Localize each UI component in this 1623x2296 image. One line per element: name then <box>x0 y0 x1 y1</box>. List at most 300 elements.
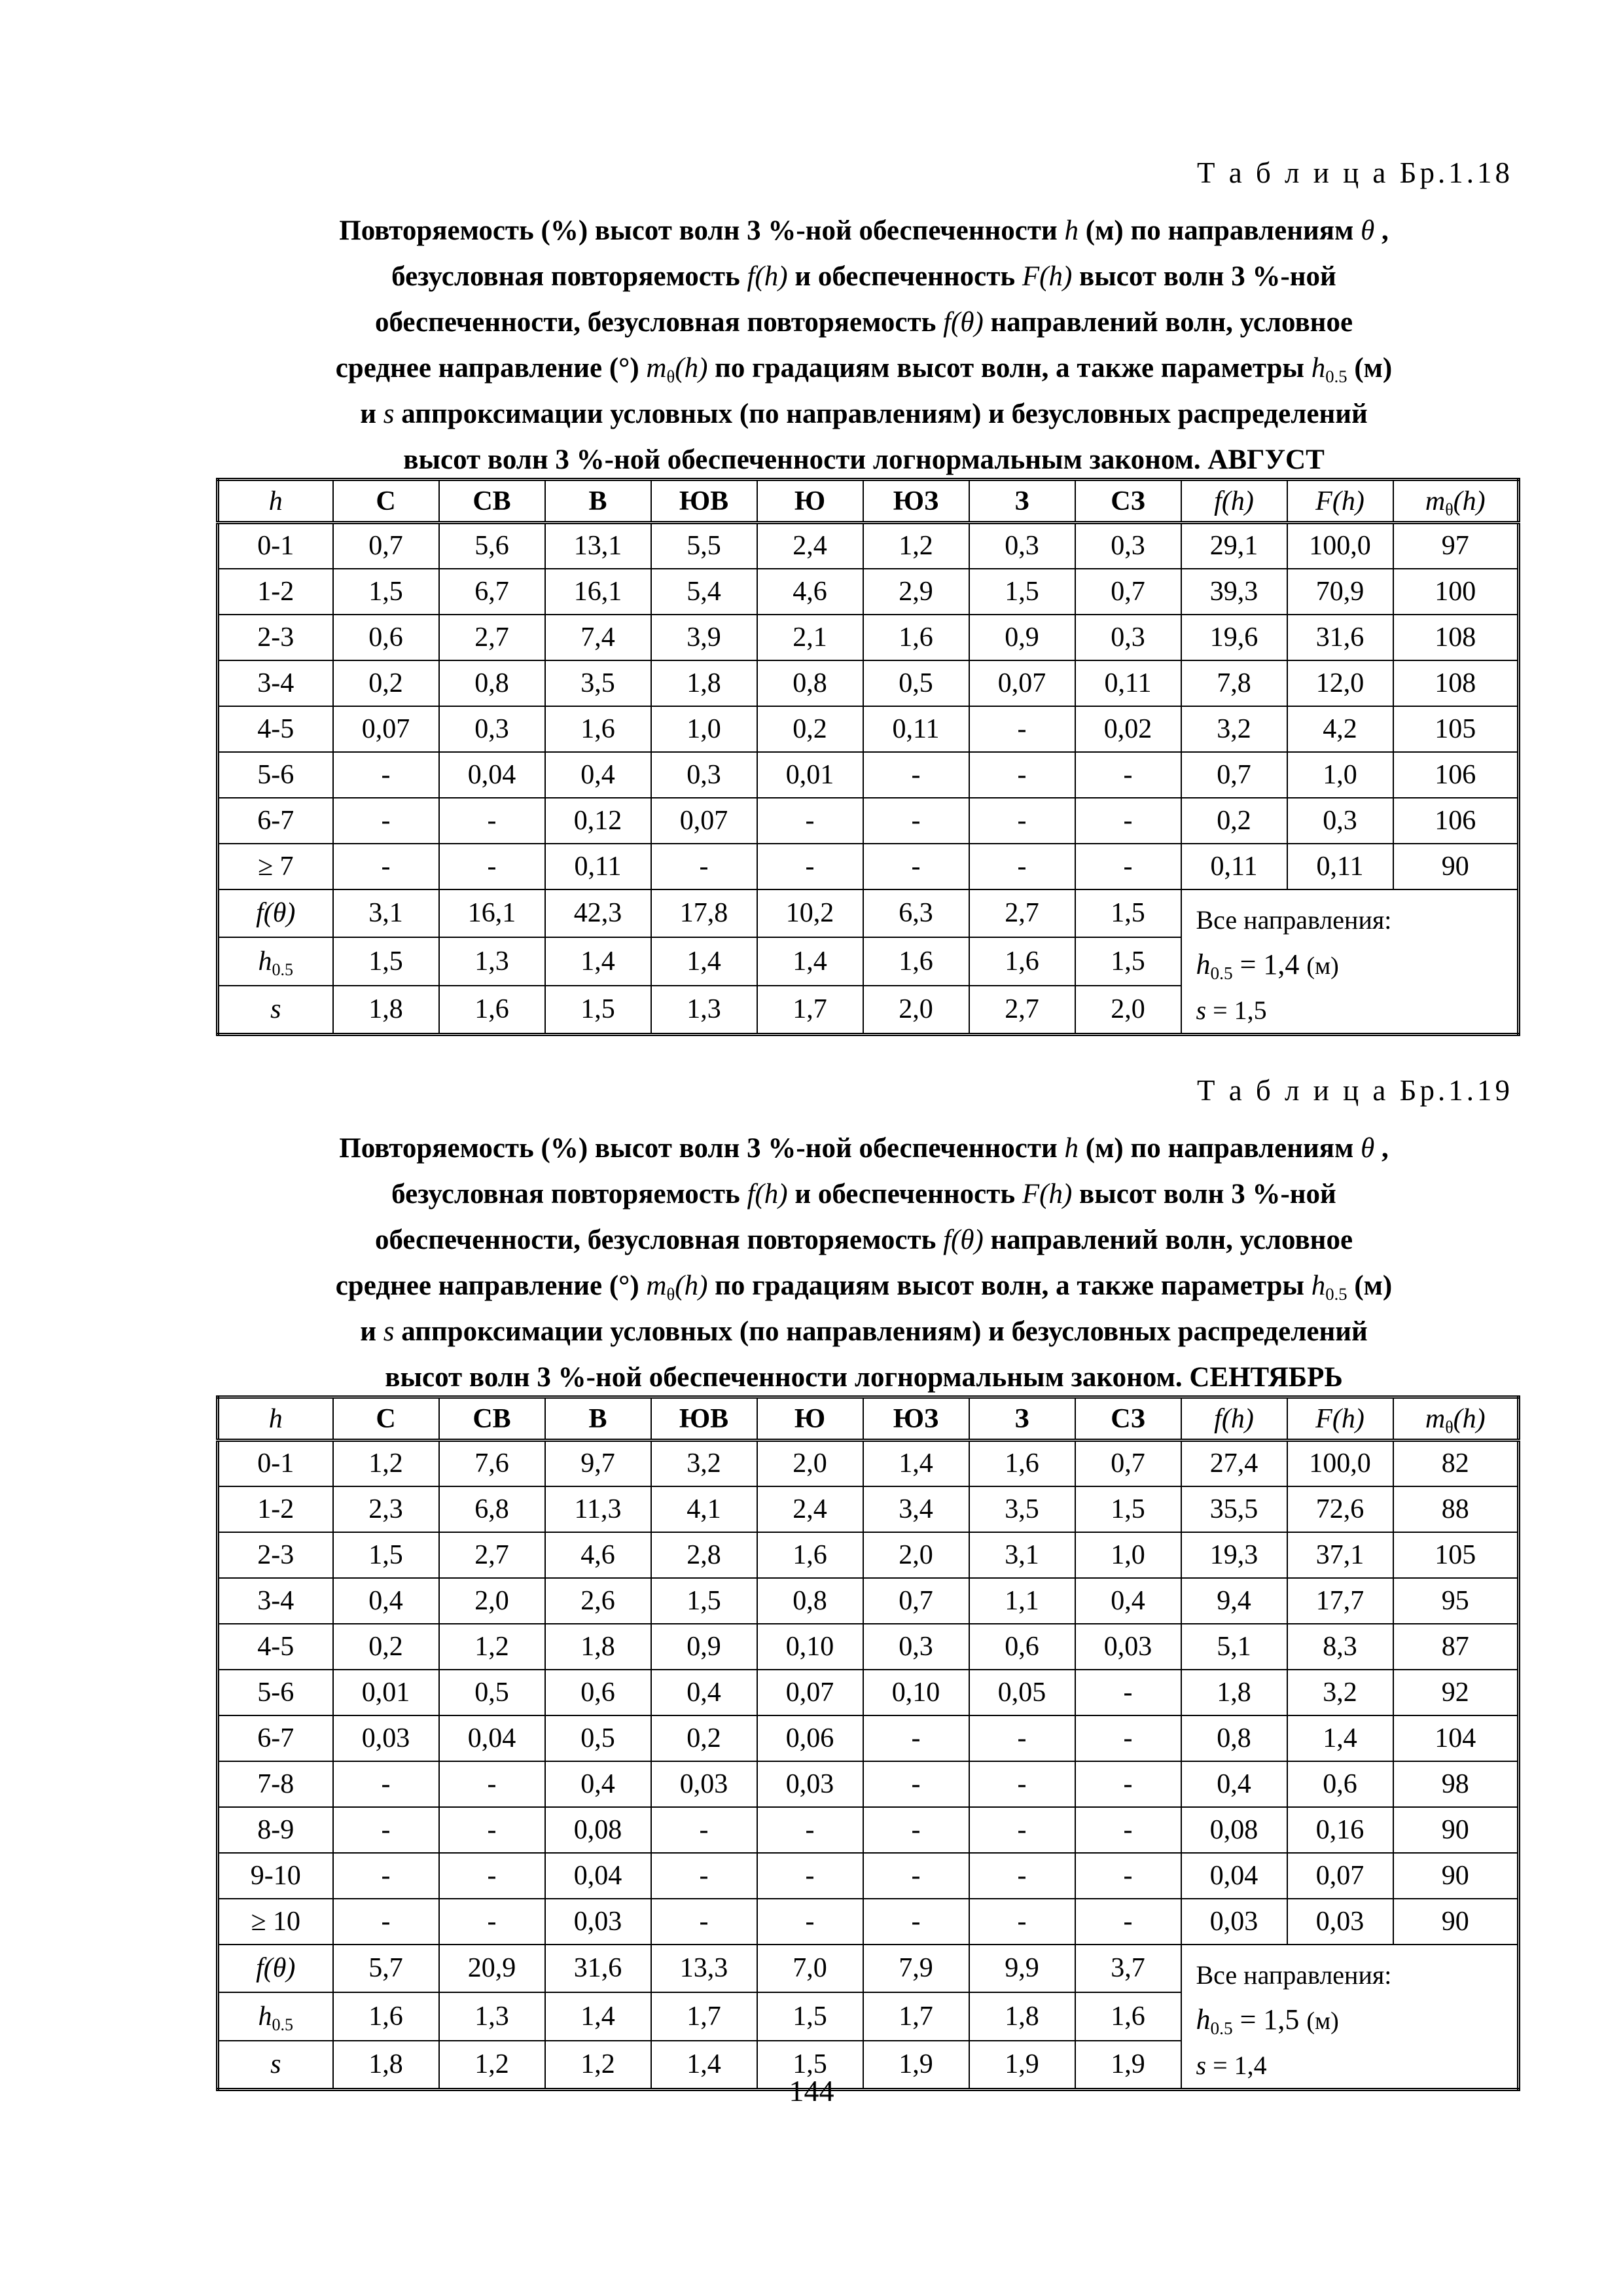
table-cell: 1,6 <box>439 986 545 1034</box>
table-cell: 0,11 <box>545 844 651 889</box>
table-cell: 11,3 <box>545 1486 651 1532</box>
table-cell: 2,7 <box>439 1532 545 1578</box>
all-directions-s: s = 1,4 <box>1196 2050 1267 2080</box>
table-cell: 92 <box>1393 1670 1519 1715</box>
table-cell: 0,7 <box>1075 569 1181 615</box>
table-cell: - <box>333 844 439 889</box>
column-header: СВ <box>439 480 545 523</box>
table-cell: - <box>651 1807 757 1853</box>
table-cell: - <box>439 1899 545 1945</box>
table-cell: 1,6 <box>545 706 651 752</box>
table-cell: 16,1 <box>439 889 545 938</box>
table-cell: ≥ 10 <box>218 1899 333 1945</box>
table-row <box>218 660 1519 706</box>
table-cell: 1,0 <box>1075 1532 1181 1578</box>
table-cell: 1,2 <box>439 2041 545 2089</box>
table-cell: 82 <box>1393 1441 1519 1486</box>
table-cell: 1,5 <box>1075 889 1181 938</box>
table-cell: 1,6 <box>333 1992 439 2041</box>
table-cell: 7-8 <box>218 1761 333 1807</box>
table-cell: 90 <box>1393 1853 1519 1899</box>
table-cell: 31,6 <box>545 1945 651 1993</box>
table-cell: 6,7 <box>439 569 545 615</box>
column-header: С <box>333 480 439 523</box>
table-cell: 0,7 <box>1181 752 1287 798</box>
table-row <box>218 706 1519 752</box>
table-cell: 1,4 <box>651 937 757 986</box>
table-cell: 0,5 <box>545 1715 651 1761</box>
column-header: Ю <box>757 480 863 523</box>
table-cell: - <box>969 844 1075 889</box>
column-header: F(h) <box>1287 480 1393 523</box>
table-cell: 0,6 <box>545 1670 651 1715</box>
all-directions-h05: $h_{0.5} = 1,5$ (м) <box>1196 2003 1339 2038</box>
table-cell: 97 <box>1393 523 1519 569</box>
table-cell: - <box>333 798 439 844</box>
table-cell: 105 <box>1393 1532 1519 1578</box>
table-cell: 27,4 <box>1181 1441 1287 1486</box>
table-cell: 0,03 <box>1287 1899 1393 1945</box>
table-cell: 70,9 <box>1287 569 1393 615</box>
row-label: f(θ) <box>218 889 333 938</box>
table-cell: 7,6 <box>439 1441 545 1486</box>
column-header: f(h) <box>1181 480 1287 523</box>
header-row <box>218 1397 1519 1441</box>
page-number: 144 <box>789 2074 834 2108</box>
table-row <box>218 569 1519 615</box>
table-cell: 0,6 <box>969 1624 1075 1670</box>
table-cell: 1,4 <box>757 937 863 986</box>
table-cell: - <box>863 752 969 798</box>
table-cell: 3,5 <box>969 1486 1075 1532</box>
table-cell: 108 <box>1393 615 1519 660</box>
table-title <box>223 208 1505 483</box>
title-line-4: среднее направление (°) $m_\theta(h)$ по градациям высот волн, а также параметры $h_{0.5}$ (м) <box>335 353 1393 386</box>
table-cell: 2,4 <box>757 1486 863 1532</box>
all-directions-label: Все направления: <box>1196 1960 1392 1990</box>
table-cell: - <box>333 1807 439 1853</box>
table-cell: 4,6 <box>545 1532 651 1578</box>
table-cell: 1,4 <box>651 2041 757 2089</box>
table-cell: - <box>439 1807 545 1853</box>
table-cell: 0,08 <box>1181 1807 1287 1853</box>
table-cell: 1,6 <box>969 937 1075 986</box>
table-cell: 0,6 <box>333 615 439 660</box>
table-cell: 1,5 <box>757 2041 863 2089</box>
table-cell: 7,4 <box>545 615 651 660</box>
table-cell: 106 <box>1393 798 1519 844</box>
table-cell: 2,8 <box>651 1532 757 1578</box>
table-cell: 0,3 <box>863 1624 969 1670</box>
table-cell: 2,7 <box>439 615 545 660</box>
table-cell: 1,4 <box>545 937 651 986</box>
table-cell: 37,1 <box>1287 1532 1393 1578</box>
table-cell: 2,0 <box>1075 986 1181 1034</box>
table-cell: 0-1 <box>218 1441 333 1486</box>
table-cell: 1,6 <box>863 615 969 660</box>
table-cell: 0,2 <box>333 660 439 706</box>
table-cell: - <box>439 1761 545 1807</box>
table-cell: 100,0 <box>1287 1441 1393 1486</box>
table-cell: 5,6 <box>439 523 545 569</box>
table-cell: 2,7 <box>969 889 1075 938</box>
table-cell: - <box>863 1761 969 1807</box>
table-cell: 0,9 <box>651 1624 757 1670</box>
table-cell: - <box>1075 1899 1181 1945</box>
table-cell: 6,3 <box>863 889 969 938</box>
column-header: З <box>969 480 1075 523</box>
data-table <box>216 1395 1520 2091</box>
title-line-5: и s аппроксимации условных (по направлениям) и безусловных распределений <box>360 399 1368 429</box>
table-cell: 7,8 <box>1181 660 1287 706</box>
table-cell: 0,04 <box>439 1715 545 1761</box>
table-cell: 5-6 <box>218 1670 333 1715</box>
table-row <box>218 1670 1519 1715</box>
table-cell: - <box>757 798 863 844</box>
table-cell: 1,8 <box>651 660 757 706</box>
table-title <box>223 1126 1505 1401</box>
column-header: ЮВ <box>651 480 757 523</box>
table-cell: 0,03 <box>333 1715 439 1761</box>
column-header: С <box>333 1397 439 1441</box>
table-cell: ≥ 7 <box>218 844 333 889</box>
table-row <box>218 1899 1519 1945</box>
table-cell: - <box>439 798 545 844</box>
table-cell: - <box>1075 1807 1181 1853</box>
table-cell: 2-3 <box>218 615 333 660</box>
table-cell: 16,1 <box>545 569 651 615</box>
table-cell: 95 <box>1393 1578 1519 1624</box>
table-cell: - <box>969 706 1075 752</box>
table-cell: 72,6 <box>1287 1486 1393 1532</box>
table-cell: 4-5 <box>218 706 333 752</box>
column-header: $m_\theta(h)$ <box>1393 480 1519 523</box>
table-cell: 42,3 <box>545 889 651 938</box>
column-header: В <box>545 480 651 523</box>
table-row <box>218 1853 1519 1899</box>
table-cell: 0,16 <box>1287 1807 1393 1853</box>
table-cell: 2,0 <box>757 1441 863 1486</box>
table-cell: 0,11 <box>1287 844 1393 889</box>
table-cell: 0,03 <box>1181 1899 1287 1945</box>
table-cell: 3,2 <box>1287 1670 1393 1715</box>
table-cell: 0,2 <box>651 1715 757 1761</box>
table-cell: 2,0 <box>863 1532 969 1578</box>
table-cell: 0,4 <box>1181 1761 1287 1807</box>
table-cell: 3,4 <box>863 1486 969 1532</box>
table-row <box>218 1441 1519 1486</box>
table-cell: 0,05 <box>969 1670 1075 1715</box>
table-cell: 3,7 <box>1075 1945 1181 1993</box>
table-cell: 1,4 <box>545 1992 651 2041</box>
table-cell: 5,7 <box>333 1945 439 1993</box>
table-cell: - <box>1075 1761 1181 1807</box>
table-cell: - <box>969 798 1075 844</box>
table-cell: 1,5 <box>969 569 1075 615</box>
table-cell: - <box>969 1807 1075 1853</box>
table-cell: 3,5 <box>545 660 651 706</box>
table-cell: 0,03 <box>651 1761 757 1807</box>
column-header: h <box>218 480 333 523</box>
table-row <box>218 1807 1519 1853</box>
row-label: $h_{0.5}$ <box>218 937 333 986</box>
table-cell: 0,4 <box>545 752 651 798</box>
table-cell: 88 <box>1393 1486 1519 1532</box>
table-cell: 0,11 <box>1181 844 1287 889</box>
table-cell: 0,03 <box>757 1761 863 1807</box>
table-cell: 0,3 <box>1287 798 1393 844</box>
table-cell: 19,6 <box>1181 615 1287 660</box>
table-row <box>218 1761 1519 1807</box>
table-cell: 0,3 <box>1075 615 1181 660</box>
table-cell: 3,9 <box>651 615 757 660</box>
table-cell: 2,3 <box>333 1486 439 1532</box>
table-cell: 0,10 <box>863 1670 969 1715</box>
table-cell: 90 <box>1393 1899 1519 1945</box>
table-cell: 1,7 <box>863 1992 969 2041</box>
table-row <box>218 752 1519 798</box>
table-cell: 1,6 <box>1075 1992 1181 2041</box>
table-cell: 0,8 <box>757 660 863 706</box>
table-cell: 0,08 <box>545 1807 651 1853</box>
column-header: В <box>545 1397 651 1441</box>
column-header: СЗ <box>1075 1397 1181 1441</box>
table-cell: 0,03 <box>545 1899 651 1945</box>
all-directions-h05: $h_{0.5} = 1,4$ (м) <box>1196 948 1339 983</box>
table-cell: 0,7 <box>1075 1441 1181 1486</box>
title-line-4: среднее направление (°) $m_\theta(h)$ по градациям высот волн, а также параметры $h_{0.5}$ (м) <box>335 1270 1393 1304</box>
table-cell: 1,4 <box>1287 1715 1393 1761</box>
table-cell: 1,6 <box>757 1532 863 1578</box>
table-cell: 1,5 <box>333 937 439 986</box>
table-cell: 0,04 <box>545 1853 651 1899</box>
table-cell: 0,5 <box>439 1670 545 1715</box>
table-cell: 9,7 <box>545 1441 651 1486</box>
title-line-6: высот волн 3 %-ной обеспеченности логнормальным законом. АВГУСТ <box>403 444 1325 475</box>
table-cell: 1,4 <box>863 1441 969 1486</box>
table-cell: 0,4 <box>1075 1578 1181 1624</box>
table-cell: - <box>863 1807 969 1853</box>
table-cell: - <box>1075 752 1181 798</box>
table-cell: 13,3 <box>651 1945 757 1993</box>
column-header: h <box>218 1397 333 1441</box>
table-row <box>218 798 1519 844</box>
table-cell: 1,3 <box>651 986 757 1034</box>
table-cell: 0,07 <box>651 798 757 844</box>
table-cell: - <box>969 1715 1075 1761</box>
table-cell: 2,1 <box>757 615 863 660</box>
data-table <box>216 478 1520 1036</box>
table-cell: - <box>1075 844 1181 889</box>
table-cell: 5,5 <box>651 523 757 569</box>
table-cell: 20,9 <box>439 1945 545 1993</box>
table-cell: 1,5 <box>757 1992 863 2041</box>
title-line-3: обеспеченности, безусловная повторяемость f(θ) направлений волн, условное <box>374 307 1353 338</box>
table-cell: 3,2 <box>651 1441 757 1486</box>
table-cell: 0,11 <box>863 706 969 752</box>
table-cell: 2,9 <box>863 569 969 615</box>
table-cell: 1,6 <box>863 937 969 986</box>
table-cell: - <box>863 798 969 844</box>
table-cell: 2,4 <box>757 523 863 569</box>
table-cell: 1,9 <box>969 2041 1075 2089</box>
table-cell: 0,8 <box>439 660 545 706</box>
table-cell: 105 <box>1393 706 1519 752</box>
table-cell: - <box>439 844 545 889</box>
table-label: Т а б л и ц а Бр.1.19 <box>1196 1074 1513 1107</box>
table-cell: 0,4 <box>651 1670 757 1715</box>
table-cell: 1,8 <box>1181 1670 1287 1715</box>
all-directions-summary <box>1181 889 1519 1035</box>
table-cell: 12,0 <box>1287 660 1393 706</box>
table-cell: 0,3 <box>439 706 545 752</box>
table-cell: 13,1 <box>545 523 651 569</box>
table-cell: 1,5 <box>545 986 651 1034</box>
table-cell: 3-4 <box>218 660 333 706</box>
table-cell: - <box>333 1853 439 1899</box>
table-cell: 0,10 <box>757 1624 863 1670</box>
table-cell: 6,8 <box>439 1486 545 1532</box>
table-label: Т а б л и ц а Бр.1.18 <box>1196 156 1513 189</box>
table-cell: 1,9 <box>1075 2041 1181 2089</box>
table-cell: - <box>333 752 439 798</box>
table-cell: - <box>1075 798 1181 844</box>
row-label: f(θ) <box>218 1945 333 1993</box>
table-cell: 39,3 <box>1181 569 1287 615</box>
column-header: З <box>969 1397 1075 1441</box>
table-cell: 3-4 <box>218 1578 333 1624</box>
table-cell: - <box>757 1853 863 1899</box>
table-cell: 17,8 <box>651 889 757 938</box>
table-cell: 90 <box>1393 1807 1519 1853</box>
row-label: s <box>218 2041 333 2089</box>
table-cell: 3,1 <box>969 1532 1075 1578</box>
all-directions-label: Все направления: <box>1196 905 1392 935</box>
table-cell: 0,6 <box>1287 1761 1393 1807</box>
table-cell: 0,12 <box>545 798 651 844</box>
table-cell: 0,07 <box>969 660 1075 706</box>
table-cell: 106 <box>1393 752 1519 798</box>
table-cell: 87 <box>1393 1624 1519 1670</box>
table-cell: 1,3 <box>439 1992 545 2041</box>
table-cell: 0,5 <box>863 660 969 706</box>
table-cell: 90 <box>1393 844 1519 889</box>
table-cell: 108 <box>1393 660 1519 706</box>
table-cell: 1,0 <box>1287 752 1393 798</box>
title-line-2: безусловная повторяемость f(h) и обеспеченность F(h) высот волн 3 %-ной <box>391 1179 1336 1210</box>
table-cell: - <box>863 1715 969 1761</box>
table-cell: 17,7 <box>1287 1578 1393 1624</box>
table-cell: 2,7 <box>969 986 1075 1034</box>
table-row <box>218 1578 1519 1624</box>
table-cell: - <box>651 844 757 889</box>
table-cell: 6-7 <box>218 798 333 844</box>
table-row <box>218 1715 1519 1761</box>
table-cell: - <box>863 844 969 889</box>
table-cell: 0,02 <box>1075 706 1181 752</box>
table-cell: - <box>1075 1715 1181 1761</box>
table-cell: 2,0 <box>439 1578 545 1624</box>
table-cell: 0,3 <box>969 523 1075 569</box>
table-cell: 1-2 <box>218 1486 333 1532</box>
table-cell: 1,9 <box>863 2041 969 2089</box>
table-cell: 0,01 <box>333 1670 439 1715</box>
table-cell: 7,0 <box>757 1945 863 1993</box>
table-cell: 9,4 <box>1181 1578 1287 1624</box>
column-header: F(h) <box>1287 1397 1393 1441</box>
table-cell: - <box>969 1853 1075 1899</box>
table-cell: 0,04 <box>439 752 545 798</box>
table-cell: - <box>439 1853 545 1899</box>
table-cell: 100,0 <box>1287 523 1393 569</box>
table-cell: 2,6 <box>545 1578 651 1624</box>
table-cell: 19,3 <box>1181 1532 1287 1578</box>
table-cell: - <box>1075 1853 1181 1899</box>
table-cell: 1,5 <box>333 569 439 615</box>
table-cell: 9,9 <box>969 1945 1075 1993</box>
table-cell: 0,4 <box>333 1578 439 1624</box>
all-directions-s: s = 1,5 <box>1196 995 1267 1025</box>
table-cell: 1,8 <box>333 986 439 1034</box>
row-label: s <box>218 986 333 1034</box>
column-header: СЗ <box>1075 480 1181 523</box>
table-cell: 7,9 <box>863 1945 969 1993</box>
table-cell: 1,5 <box>651 1578 757 1624</box>
table-cell: 104 <box>1393 1715 1519 1761</box>
column-header: $m_\theta(h)$ <box>1393 1397 1519 1441</box>
table-cell: - <box>651 1899 757 1945</box>
table-row <box>218 844 1519 889</box>
row-label: $h_{0.5}$ <box>218 1992 333 2041</box>
table-cell: 8-9 <box>218 1807 333 1853</box>
table-cell: 0,07 <box>757 1670 863 1715</box>
table-cell: 1-2 <box>218 569 333 615</box>
f-theta-row <box>218 889 1519 938</box>
title-line-1: Повторяемость (%) высот волн 3 %-ной обеспеченности h (м) по направлениям θ , <box>339 1133 1389 1164</box>
table-cell: 0,3 <box>1075 523 1181 569</box>
table-cell: 1,5 <box>333 1532 439 1578</box>
table-cell: 29,1 <box>1181 523 1287 569</box>
table-cell: 4,2 <box>1287 706 1393 752</box>
table-cell: 0,2 <box>1181 798 1287 844</box>
table-cell: 98 <box>1393 1761 1519 1807</box>
table-cell: 0,04 <box>1181 1853 1287 1899</box>
column-header: Ю <box>757 1397 863 1441</box>
title-line-5: и s аппроксимации условных (по направлениям) и безусловных распределений <box>360 1316 1368 1347</box>
table-cell: 1,6 <box>969 1441 1075 1486</box>
table-cell: 1,8 <box>969 1992 1075 2041</box>
table-cell: 1,5 <box>1075 1486 1181 1532</box>
table-row <box>218 1486 1519 1532</box>
table-cell: 0,01 <box>757 752 863 798</box>
header-row <box>218 480 1519 523</box>
table-cell: 1,3 <box>439 937 545 986</box>
table-cell: 1,0 <box>651 706 757 752</box>
table-cell: 8,3 <box>1287 1624 1393 1670</box>
column-header: ЮЗ <box>863 1397 969 1441</box>
table-cell: 35,5 <box>1181 1486 1287 1532</box>
column-header: СВ <box>439 1397 545 1441</box>
table-cell: 3,1 <box>333 889 439 938</box>
table-cell: 0,07 <box>333 706 439 752</box>
table-cell: 31,6 <box>1287 615 1393 660</box>
table-row <box>218 1532 1519 1578</box>
table-cell: 6-7 <box>218 1715 333 1761</box>
title-line-1: Повторяемость (%) высот волн 3 %-ной обеспеченности h (м) по направлениям θ , <box>339 215 1389 246</box>
column-header: f(h) <box>1181 1397 1287 1441</box>
table-row <box>218 1624 1519 1670</box>
table-cell: 0,8 <box>757 1578 863 1624</box>
